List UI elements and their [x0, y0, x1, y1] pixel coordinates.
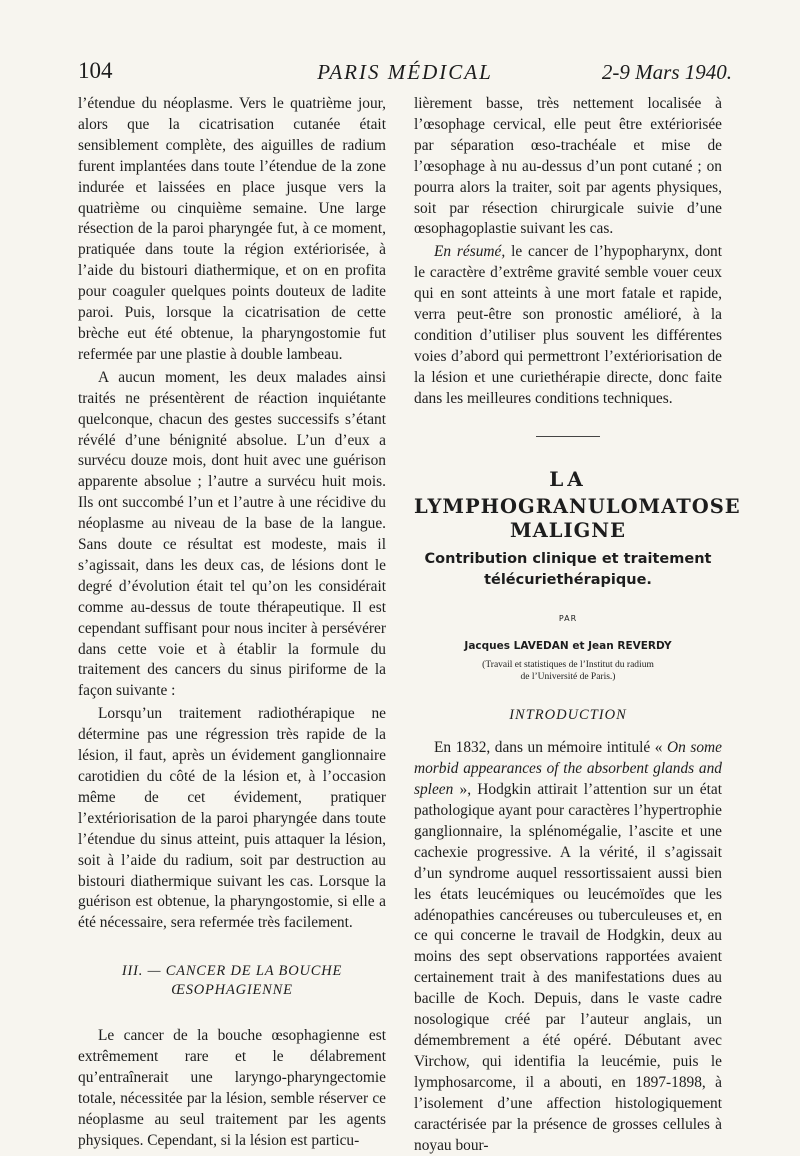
article-title-line: LA	[549, 466, 587, 491]
page-number: 104	[78, 58, 113, 83]
section-heading	[78, 962, 386, 1000]
paragraph: l’étendue du néoplasme. Vers le quatrième jour, alors que la cicatrisation cutanée était sensiblement complète, des aiguilles de radium furent implantées dans toute l’étendue de la zone indurée et laissées en place jusque vers la quatrième ou cinquième semaine. Une large résection de la paroi pharyngée fut, à ce moment, pratiquée dans toute la région extériorisée, à l’aide du bistouri diathermique, et on en profita pour coaguler quelques points douteux de ladite paroi. Puis, lorsque la cicatrisation de cette brèche eut été obtenue, la pharyngostomie fut refermée par une plastie à double lambeau.	[78, 95, 386, 363]
paragraph-text: En 1832, dans un mémoire intitulé «	[434, 739, 663, 757]
paragraph	[414, 738, 722, 1156]
issue-date: 2-9 Mars 1940.	[601, 60, 732, 84]
article-title-line: MALIGNE	[510, 518, 626, 542]
divider	[536, 436, 600, 437]
by-line-label: PAR	[558, 613, 578, 623]
paragraph-text: », Hodgkin attirait l’attention sur un état pathologique ayant pour caractères l’hypertrophie ganglionnaire, la splénomégalie, l’ascite et une cachexie progressive. A la vérité, il s’agissait d’un syndrome auquel ressortissaient aussi bien les états leucémiques ou leucémoïdes que les adénopathies cancéreuses ou tuberculeuses et, en ce qui concerne le travail de Hodgkin, deux au moins des sept observations rapportées avaient certainement trait à des manifestations dues au bacille de Koch. Depuis, dans le vaste cadre nosologique créé par l’auteur anglais, un démembrement a été opéré. Débutant avec Virchow, qui identifia la leucémie, puis le lymphosarcome, il a abouti, en 1897-1898, à l’isolement d’une affection histologiquement caractérisée par la présence de grosses cellules à noyau bour-	[414, 781, 722, 1154]
article-title-line: LYMPHOGRANULOMATOSE	[414, 494, 741, 518]
article-subtitle	[414, 549, 722, 591]
section-heading-line: ŒSOPHAGIENNE	[171, 982, 293, 999]
page-header	[78, 58, 732, 92]
affiliation	[414, 659, 722, 683]
paragraph: Lorsqu’un traitement radiothérapique ne détermine pas une régression très rapide de la lésion, il faut, après un évidement ganglionnaire carotidien du côté de la lésion et, à l’occasion même de cet évidement, pratiquer l’extériorisation de la paroi pharyngée dans toute l’étendue du sinus atteint, puis attaquer la lésion, soit à l’aide du radium, soit par destruction au bistouri diathermique suivant les cas. Lorsque la guérison est obtenue, la pharyngostomie, si elle a été nécessaire, sera refermée très facilement.	[78, 705, 386, 932]
section-heading-line: III. — CANCER DE LA BOUCHE	[121, 963, 343, 980]
paragraph-text: le cancer de l’hypopharynx, dont le caractère d’extrême gravité semble vouer ceux qui en sont atteints à une mort fatale et rapide, verra peut-être son pronostic amélioré, à la condition d’utiliser plus souvent les différentes voies d’abord qui permettront l’extériorisation de la lésion et une curiethérapie directe, donc faite dans les meilleures conditions techniques.	[414, 243, 722, 407]
article-subtitle-line: télécuriethérapique.	[484, 571, 652, 588]
article-title	[414, 466, 741, 543]
journal-title: PARIS MÉDICAL	[317, 60, 493, 84]
paragraph: A aucun moment, les deux malades ainsi traités ne présentèrent de réaction inquiétante quelconque, chacun des gestes successifs s’étant révélé d’une bénignité absolue. L’un d’eux a survécu douze mois, dont huit avec une guérison apparente absolue ; l’autre a survécu huit mois. Ils ont succombé l’un et l’autre à une récidive du néoplasme au niveau de la base de la langue. Sans doute ce résultat est modeste, mais il s’agissait, dans les deux cas, de lésions dont le degré d’évolution était tel qu’on les considérait comme au-dessus de toute thérapeutique. Il est cependant suffisant pour nous inciter à persévérer dans cette voie et à établir la formule du traitement des cancers du sinus piriforme de la façon suivante :	[78, 368, 386, 700]
left-column	[78, 94, 386, 1152]
paragraph	[414, 242, 722, 409]
italic-title: On some morbid appearances of the absorbent glands and spleen	[414, 739, 722, 799]
paragraph: Le cancer de la bouche œsophagienne est extrêmement rare et le délabrement qu’entraînerait une laryngo-pharyngectomie totale, nécessitée par la lésion, semble réserver ce néoplasme au seul traitement par les agents physiques. Cependant, si la lésion est particu-	[78, 1027, 386, 1149]
introduction-heading: INTRODUCTION	[509, 707, 627, 724]
right-column	[414, 94, 741, 1156]
affiliation-line: de l’Université de Paris.)	[520, 672, 616, 683]
authors: Jacques LAVEDAN et Jean REVERDY	[464, 639, 672, 652]
article-subtitle-line: Contribution clinique et traitement	[424, 550, 712, 567]
paragraph: lièrement basse, très nettement localisée à l’œsophage cervical, elle peut être extériorisée par séparation œso-trachéale et mise de l’œsophage à nu au-dessus d’un pont cutané ; on pourra alors la traiter, soit par agents physiques, soit par résection chirurgicale suivie d’une œsophagoplastie suivant les cas.	[414, 95, 722, 238]
italic-lead: En résumé,	[434, 243, 506, 261]
affiliation-line: (Travail et statistiques de l’Institut du radium	[482, 660, 654, 671]
